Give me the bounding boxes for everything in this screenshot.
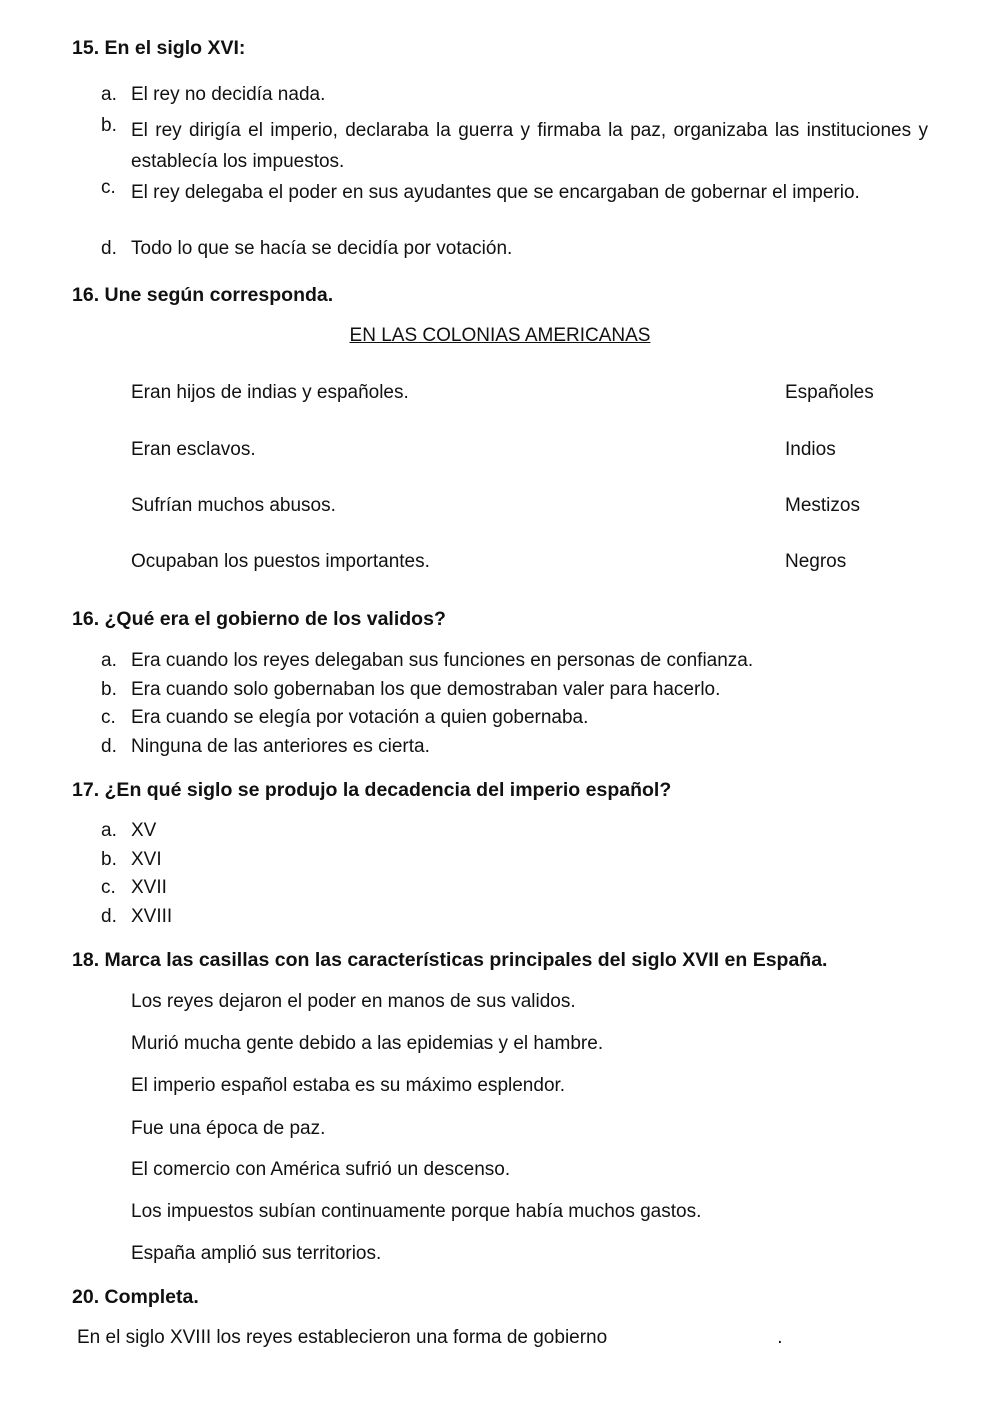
q18-checkbox-item[interactable]: El imperio español estaba es su máximo esplendor. — [131, 1075, 566, 1096]
match-right-item[interactable]: Negros — [785, 551, 847, 572]
q18-checkbox-item[interactable]: España amplió sus territorios. — [131, 1243, 382, 1264]
q17-option-c-letter: c. — [101, 877, 116, 898]
q18-checkbox-item[interactable]: Los impuestos subían continuamente porque había muchos gastos. — [131, 1201, 702, 1222]
q20-title: 20. Completa. — [72, 1286, 199, 1308]
q20-sentence-text: En el siglo XVIII los reyes establecieron una forma de gobierno — [77, 1327, 608, 1348]
q16-match-subtitle: EN LAS COLONIAS AMERICANAS — [349, 325, 651, 346]
q16b-option-d[interactable]: Ninguna de las anteriores es cierta. — [131, 736, 430, 757]
q15-option-d-letter: d. — [101, 238, 117, 259]
q20-sentence-end: . — [777, 1327, 783, 1348]
q15-option-a[interactable]: El rey no decidía nada. — [131, 84, 326, 105]
q16b-option-d-letter: d. — [101, 736, 117, 757]
q15-option-c[interactable]: El rey delegaba el poder en sus ayudantes que se encargaban de gobernar el imperio. — [131, 182, 860, 203]
q17-option-d[interactable]: XVIII — [131, 906, 173, 927]
q15-option-b[interactable]: El rey dirigía el imperio, declaraba la guerra y firmaba la paz, organizaba las instituciones y establecía los impuestos. — [131, 120, 928, 172]
q17-option-b[interactable]: XVI — [131, 849, 162, 870]
q16b-option-a-letter: a. — [101, 650, 117, 671]
q18-checkbox-item[interactable]: Fue una época de paz. — [131, 1118, 326, 1139]
match-right-item[interactable]: Indios — [785, 439, 836, 460]
q18-checkbox-item[interactable]: Murió mucha gente debido a las epidemias y el hambre. — [131, 1033, 604, 1054]
q16b-option-c-letter: c. — [101, 707, 116, 728]
q16b-option-b[interactable]: Era cuando solo gobernaban los que demostraban valer para hacerlo. — [131, 679, 721, 700]
match-left-item[interactable]: Eran hijos de indias y españoles. — [131, 382, 409, 403]
q16b-option-a[interactable]: Era cuando los reyes delegaban sus funciones en personas de confianza. — [131, 650, 754, 671]
match-left-item[interactable]: Ocupaban los puestos importantes. — [131, 551, 430, 572]
q17-option-d-letter: d. — [101, 906, 117, 927]
q17-option-b-letter: b. — [101, 849, 117, 870]
q15-option-d[interactable]: Todo lo que se hacía se decidía por votación. — [131, 238, 513, 259]
match-left-item[interactable]: Sufrían muchos abusos. — [131, 495, 336, 516]
q15-option-c-letter: c. — [101, 177, 116, 198]
q16b-option-b-letter: b. — [101, 679, 117, 700]
q16-validos-title: 16. ¿Qué era el gobierno de los validos? — [72, 608, 446, 630]
q20-sentence — [77, 1327, 782, 1349]
q15-title: 15. En el siglo XVI: — [72, 37, 246, 59]
q16-match-title: 16. Une según corresponda. — [72, 284, 334, 306]
q17-title: 17. ¿En qué siglo se produjo la decadencia del imperio español? — [72, 779, 672, 801]
match-right-item[interactable]: Españoles — [785, 382, 874, 403]
q18-checkbox-item[interactable]: Los reyes dejaron el poder en manos de sus validos. — [131, 991, 576, 1012]
match-right-item[interactable]: Mestizos — [785, 495, 860, 516]
q15-option-a-letter: a. — [101, 84, 117, 105]
q17-option-c[interactable]: XVII — [131, 877, 167, 898]
match-left-item[interactable]: Eran esclavos. — [131, 439, 256, 460]
q17-option-a[interactable]: XV — [131, 820, 157, 841]
q15-option-b-letter: b. — [101, 115, 117, 136]
q18-checkbox-item[interactable]: El comercio con América sufrió un descenso. — [131, 1159, 511, 1180]
q17-option-a-letter: a. — [101, 820, 117, 841]
q16b-option-c[interactable]: Era cuando se elegía por votación a quien gobernaba. — [131, 707, 589, 728]
q18-title: 18. Marca las casillas con las características principales del siglo XVII en España. — [72, 949, 828, 971]
